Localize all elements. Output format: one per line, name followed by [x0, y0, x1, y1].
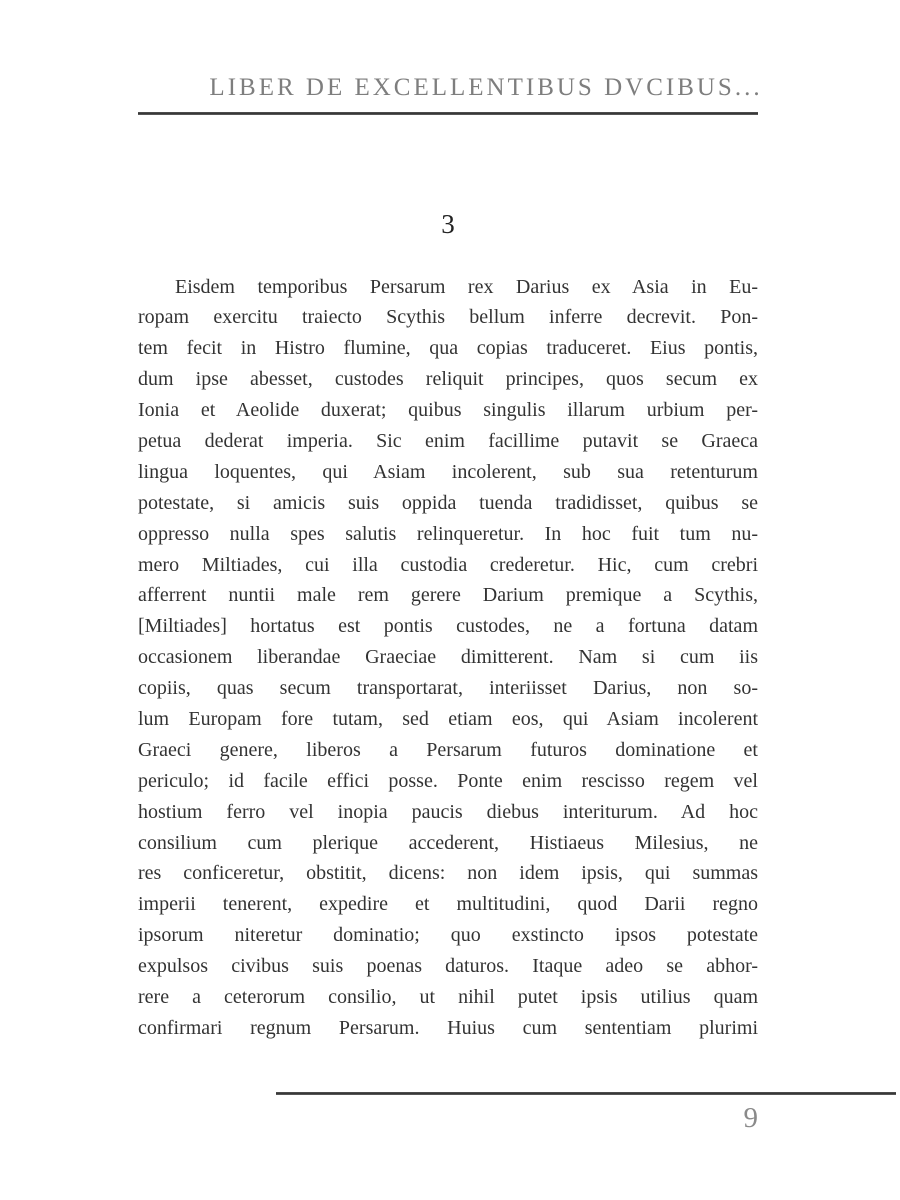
- text-line: afferrent nuntii male rem gerere Darium premique a Scythis,: [138, 584, 758, 607]
- text-line: ropam exercitu traiecto Scythis bellum inferre decrevit. Pon-: [138, 306, 758, 329]
- text-line: oppresso nulla spes salutis relinqueretur. In hoc fuit tum nu-: [138, 522, 758, 545]
- text-line: rere a ceterorum consilio, ut nihil putet ipsis utilius quam: [138, 985, 758, 1008]
- text-line: [Miltiades] hortatus est pontis custodes, ne a fortuna datam: [138, 615, 758, 638]
- text-line: copiis, quas secum transportarat, interiisset Darius, non so-: [138, 677, 758, 700]
- header-rule: [138, 112, 758, 115]
- text-line: petua dederat imperia. Sic enim facillime putavit se Graeca: [138, 429, 758, 452]
- text-line: potestate, si amicis suis oppida tuenda tradidisset, quibus se: [138, 491, 758, 514]
- text-line: periculo; id facile effici posse. Ponte enim rescisso regem vel: [138, 769, 758, 792]
- page-number: 9: [743, 1102, 758, 1134]
- text-line: confirmari regnum Persarum. Huius cum sententiam plurimi: [138, 1016, 758, 1039]
- text-line: expulsos civibus suis poenas daturos. Itaque adeo se abhor-: [138, 955, 758, 978]
- text-line: dum ipse abesset, custodes reliquit principes, quos secum ex: [138, 368, 758, 391]
- text-line: Eisdem temporibus Persarum rex Darius ex Asia in Eu-: [175, 275, 758, 298]
- text-line: res conficeretur, obstitit, dicens: non idem ipsis, qui summas: [138, 862, 758, 885]
- text-line: consilium cum plerique accederent, Histiaeus Milesius, ne: [138, 831, 758, 854]
- text-line: mero Miltiades, cui illa custodia crederetur. Hic, cum crebri: [138, 553, 758, 576]
- text-line: Graeci genere, liberos a Persarum futuros dominatione et: [138, 738, 758, 761]
- text-line: occasionem liberandae Graeciae dimitterent. Nam si cum iis: [138, 646, 758, 669]
- text-line: imperii tenerent, expedire et multitudini, quod Darii regno: [138, 893, 758, 916]
- text-line: lum Europam fore tutam, sed etiam eos, qui Asiam incolerent: [138, 707, 758, 730]
- running-head: [138, 74, 763, 102]
- text-line: tem fecit in Histro flumine, qua copias traduceret. Eius pontis,: [138, 337, 758, 360]
- body-paragraph: [138, 272, 758, 1044]
- text-line: ipsorum niteretur dominatio; quo exstincto ipsos potestate: [138, 924, 758, 947]
- footer-rule: [276, 1092, 896, 1095]
- chapter-number: 3: [441, 208, 455, 239]
- text-line: lingua loquentes, qui Asiam incolerent, sub sua retenturum: [138, 460, 758, 483]
- text-line: hostium ferro vel inopia paucis diebus interiturum. Ad hoc: [138, 800, 758, 823]
- running-head-title: LIBER DE EXCELLENTIBUS DVCIBUS...: [209, 74, 763, 101]
- text-line: Ionia et Aeolide duxerat; quibus singulis illarum urbium per-: [138, 399, 758, 422]
